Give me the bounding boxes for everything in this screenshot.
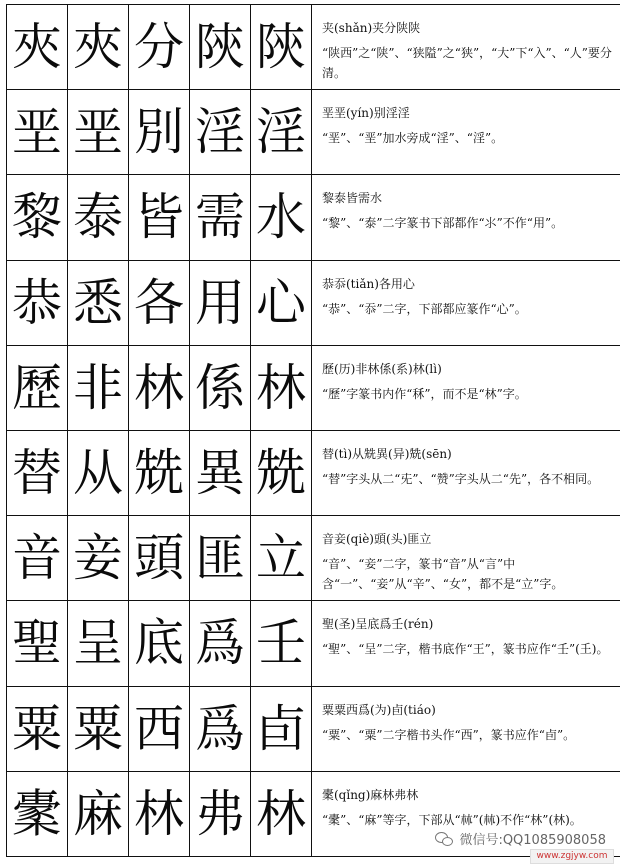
seal-glyph: 淫	[251, 90, 312, 175]
note-text: “黎”、“泰”二字篆书下部都作“⺢”不作“用”。	[322, 216, 564, 231]
note-text: “恭”、“忝”二字，下部都应篆作“心”。	[322, 301, 527, 316]
table-row	[7, 345, 620, 430]
table-row	[7, 5, 620, 90]
seal-glyph: 壬	[251, 601, 312, 686]
note-title: 替(tì)从兟異(异)兟(sēn)	[322, 446, 452, 461]
note-title: 㯻(qǐng)麻林弗林	[322, 787, 419, 802]
note-cell	[312, 686, 620, 771]
seal-glyph: 黎	[7, 175, 68, 260]
seal-glyph: 分	[129, 5, 190, 90]
note-title: 黎泰皆需水	[322, 191, 383, 206]
seal-glyph: 夾	[68, 5, 129, 90]
seal-glyph: 爲	[190, 601, 251, 686]
note-cell	[312, 516, 620, 601]
note-text: “垩”、“垩”加水旁成“淫”、“淫”。	[322, 131, 504, 146]
note-title: 垩垩(yín)别淫淫	[322, 106, 410, 121]
note-title: 粟粟西爲(为)卣(tiáo)	[322, 702, 436, 717]
seal-glyph: 恭	[7, 260, 68, 345]
note-title: 音妾(qiè)頭(头)匪立	[322, 532, 432, 547]
note-title: 聖(圣)呈底爲壬(rén)	[322, 617, 434, 632]
table-row	[7, 516, 620, 601]
seal-glyph: 水	[251, 175, 312, 260]
table-row	[7, 686, 620, 771]
seal-glyph: 垩	[7, 90, 68, 175]
table-row	[7, 260, 620, 345]
comparison-table	[6, 4, 620, 857]
note-cell	[312, 345, 620, 430]
note-title: 歷(历)非林係(系)林(lì)	[322, 361, 442, 376]
seal-glyph: 立	[251, 516, 312, 601]
note-text: “粟”、“粟”二字楷书头作“西”，篆书应作“卣”。	[322, 727, 576, 742]
seal-glyph: 別	[129, 90, 190, 175]
table-row	[7, 601, 620, 686]
watermark-text: 微信号:QQ1085908058	[459, 833, 606, 848]
seal-glyph: 需	[190, 175, 251, 260]
table-row	[7, 175, 620, 260]
seal-glyph: 弗	[190, 771, 251, 856]
note-title: 夹(shǎn)夹分陕陕	[322, 21, 421, 35]
seal-glyph: 㯻	[7, 771, 68, 856]
seal-glyph: 皆	[129, 175, 190, 260]
seal-glyph: 粟	[68, 686, 129, 771]
seal-glyph: 林	[129, 771, 190, 856]
note-cell	[312, 260, 620, 345]
seal-glyph: 陝	[190, 5, 251, 90]
seal-glyph: 歷	[7, 345, 68, 430]
seal-glyph: 頭	[129, 516, 190, 601]
seal-glyph: 底	[129, 601, 190, 686]
seal-glyph: 係	[190, 345, 251, 430]
seal-glyph: 替	[7, 430, 68, 515]
note-cell	[312, 90, 620, 175]
seal-glyph: 泰	[68, 175, 129, 260]
note-text: “音”、“妾”二字，篆书“音”从“言”中含“一”、“妾”从“辛”、“女”，都不是“立”字。	[322, 557, 564, 592]
seal-glyph: 聖	[7, 601, 68, 686]
seal-glyph: 粟	[7, 686, 68, 771]
seal-glyph: 夾	[7, 5, 68, 90]
seal-glyph: 音	[7, 516, 68, 601]
note-text: “歷”字篆书内作“秝”，而不是“林”字。	[322, 386, 527, 401]
note-text: “陕西”之“陕”、“狭隘”之“狭”，“大”下“入”、“人”要分清。	[322, 46, 612, 80]
note-cell	[312, 430, 620, 515]
wechat-icon	[435, 832, 453, 846]
seal-glyph: 淫	[190, 90, 251, 175]
watermark	[435, 829, 606, 848]
seal-glyph: 垩	[68, 90, 129, 175]
note-text: “㯻”、“麻”等字，下部从“𣏟”(𣏟)不作“林”(林)。	[322, 812, 582, 827]
seal-glyph: 林	[129, 345, 190, 430]
seal-glyph: 兟	[129, 430, 190, 515]
seal-glyph: 悉	[68, 260, 129, 345]
seal-glyph: 異	[190, 430, 251, 515]
seal-glyph: 麻	[68, 771, 129, 856]
note-text: “聖”、“呈”二字，楷书底作“王”，篆书应作“壬”(𡈼)。	[322, 642, 609, 657]
character-comparison-sheet	[6, 4, 612, 856]
note-text: “替”字头从二“兂”、“赞”字头从二“先”，各不相同。	[322, 471, 600, 486]
seal-glyph: 林	[251, 345, 312, 430]
seal-glyph: 兟	[251, 430, 312, 515]
table-row	[7, 430, 620, 515]
note-cell	[312, 175, 620, 260]
seal-glyph: 呈	[68, 601, 129, 686]
seal-glyph: 从	[68, 430, 129, 515]
seal-glyph: 用	[190, 260, 251, 345]
seal-glyph: 陝	[251, 5, 312, 90]
seal-glyph: 非	[68, 345, 129, 430]
seal-glyph: 爲	[190, 686, 251, 771]
seal-glyph: 妾	[68, 516, 129, 601]
note-cell	[312, 601, 620, 686]
note-title: 恭忝(tiǎn)各用心	[322, 276, 415, 291]
seal-glyph: 西	[129, 686, 190, 771]
table-row	[7, 90, 620, 175]
seal-glyph: 各	[129, 260, 190, 345]
note-cell	[312, 5, 620, 90]
seal-glyph: 匪	[190, 516, 251, 601]
site-logo: www.zgjyw.com	[530, 849, 614, 864]
seal-glyph: 林	[251, 771, 312, 856]
seal-glyph: 卣	[251, 686, 312, 771]
seal-glyph: 心	[251, 260, 312, 345]
